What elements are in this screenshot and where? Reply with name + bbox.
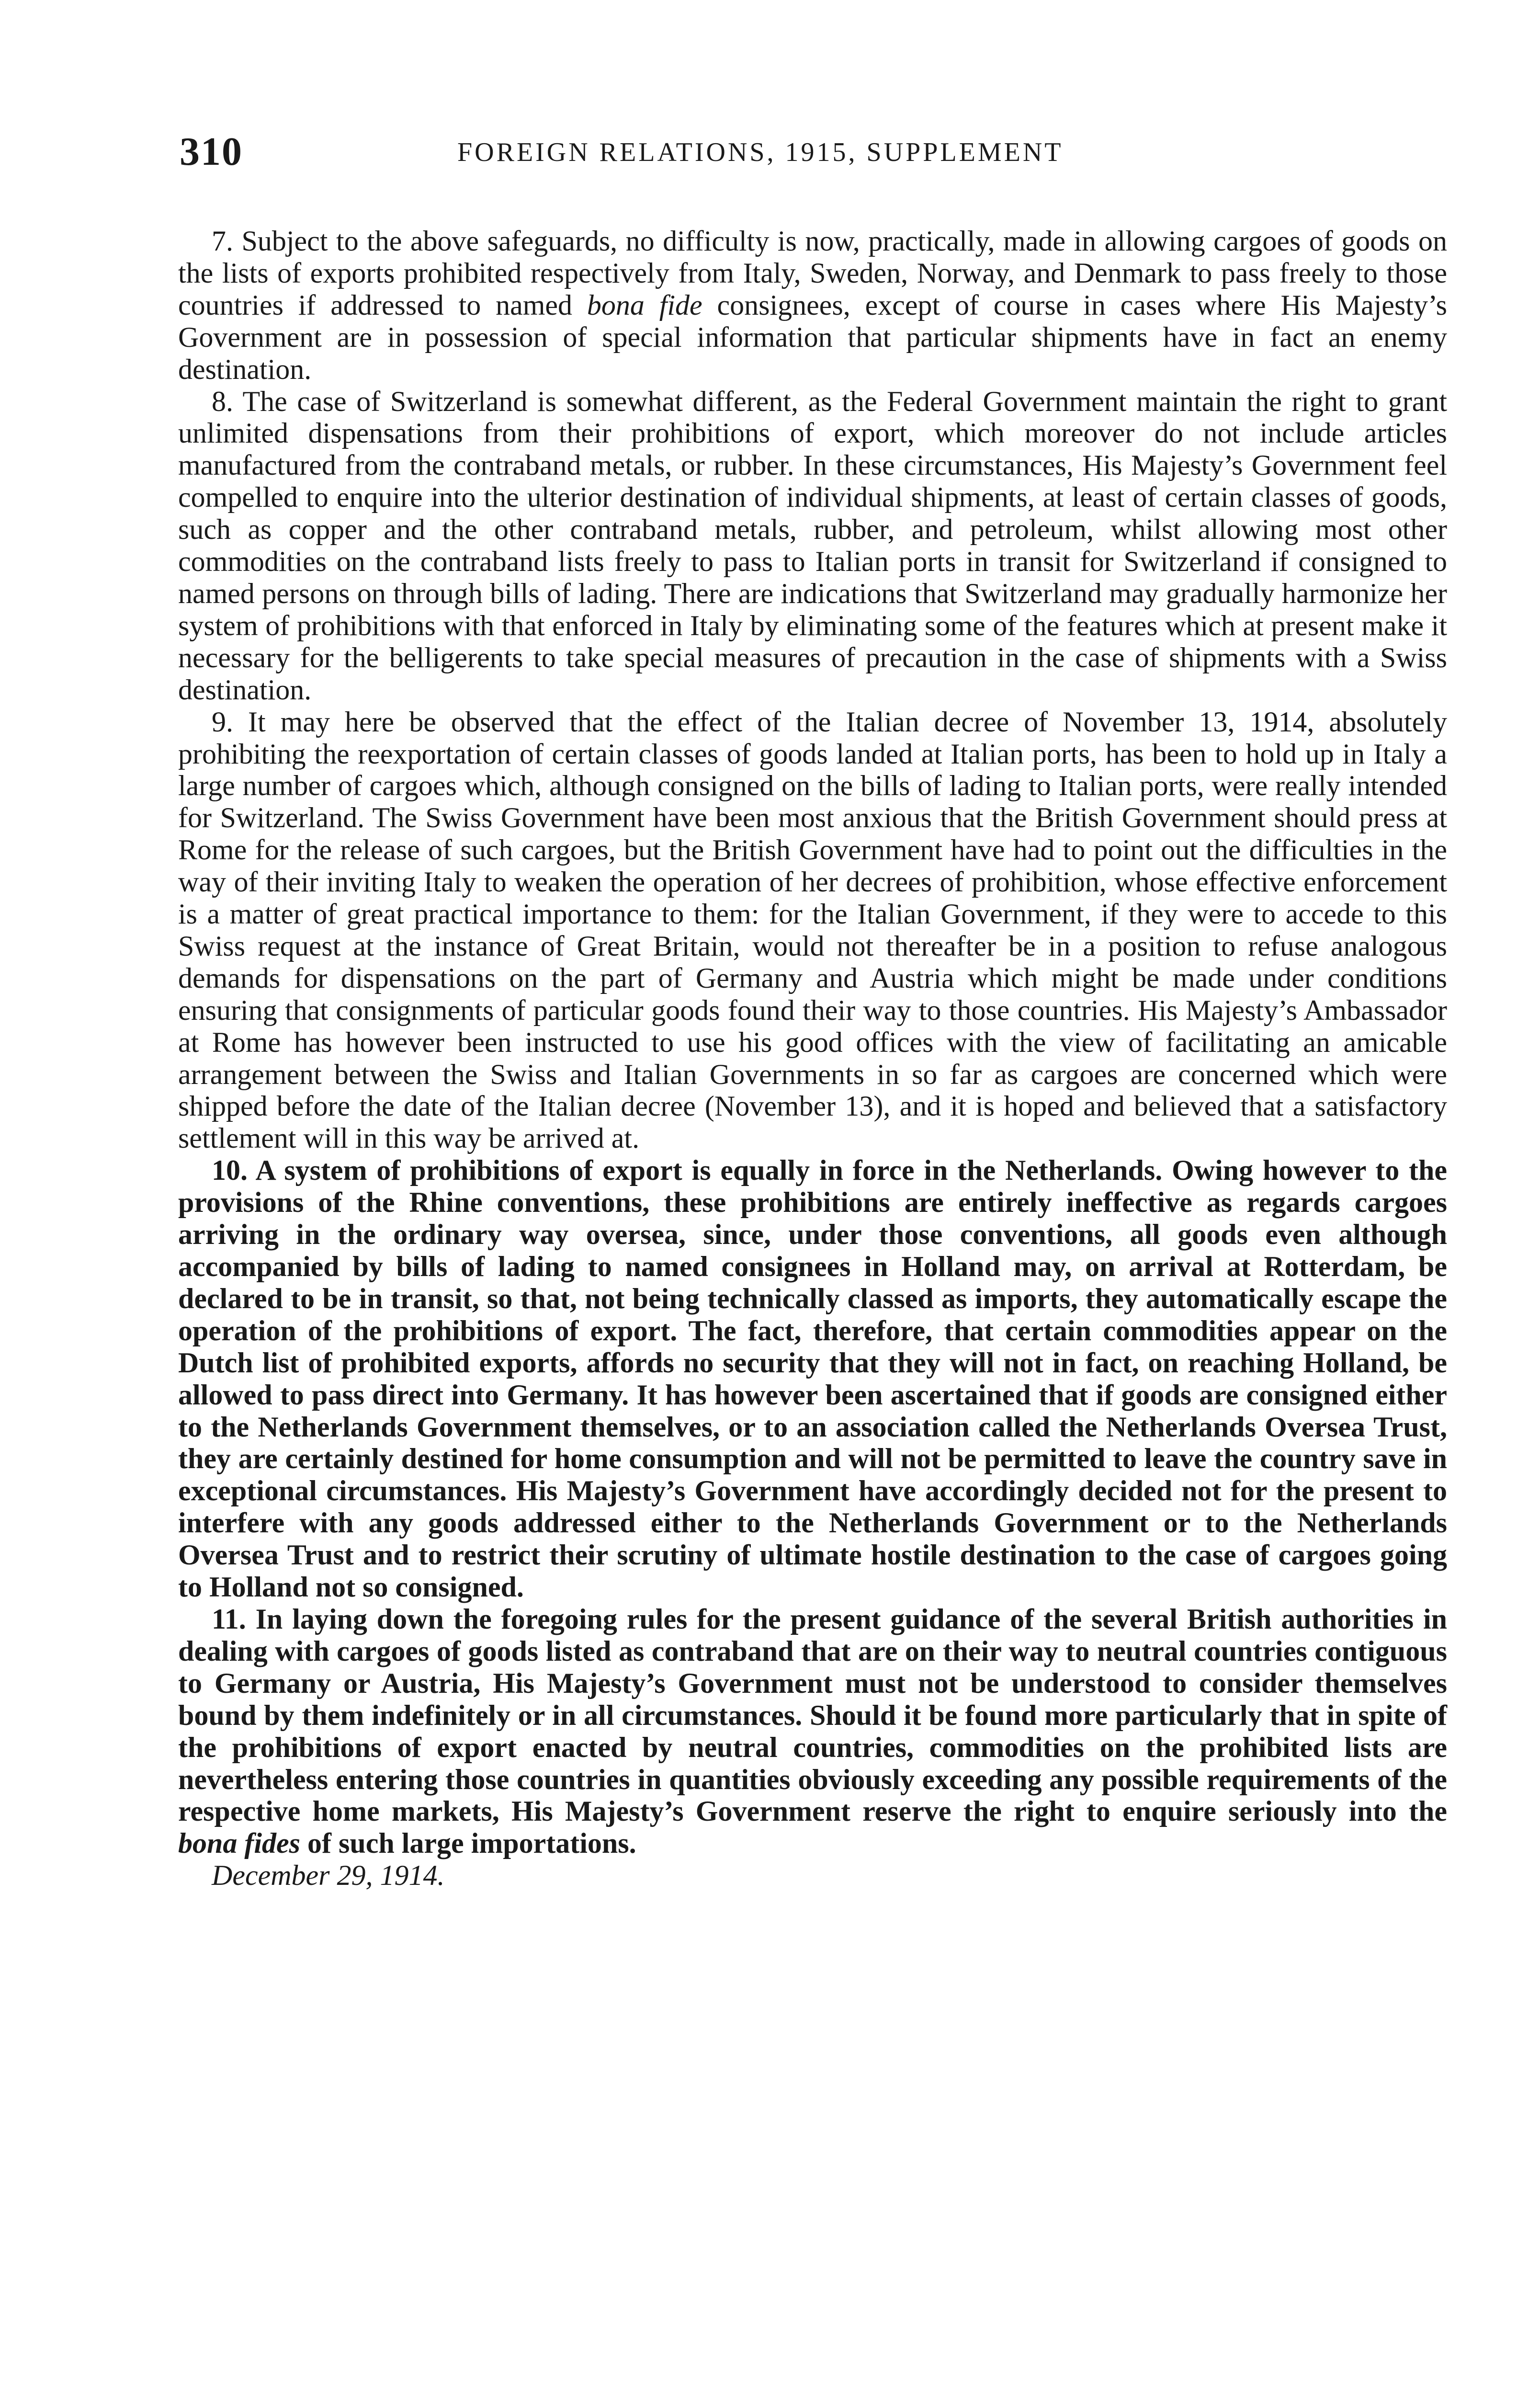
running-head: FOREIGN RELATIONS, 1915, SUPPLEMENT (457, 137, 1064, 167)
paragraph-8: 8. The case of Switzerland is somewhat different, as the Federal Government maintain the right to grant unlimited dispensations from their prohibitions of export, which moreover do not include articles manufactured from the contraband metals, or rubber. In these circumstances, His Majesty’s Government feel compelled to enquire into the ulterior destination of individual shipments, at least of certain classes of goods, such as copper and the other contraband metals, rubber, and petroleum, whilst allowing most other commodities on the contraband lists freely to pass to Italian ports in transit for Switzerland if consigned to named persons on through bills of lading. There are indications that Switzerland may gradually harmonize her system of prohibitions with that enforced in Italy by eliminating some of the features which at present make it necessary for the belligerents to take special measures of precaution in the case of shipments with a Swiss destination. (178, 385, 1447, 706)
paragraph-11 (178, 1603, 1447, 1859)
paragraph-11-italic: bona fides (178, 1827, 300, 1859)
closing-date: December 29, 1914. (212, 1859, 445, 1892)
paragraph-7-italic: bona fide (587, 289, 702, 321)
paragraph-7 (178, 225, 1447, 386)
paragraph-11-text-a: 11. In laying down the foregoing rules for the present guidance of the several British authorities in dealing with cargoes of goods listed as contraband that are on their way to neutral countries contiguous to Germany or Austria, His Majesty’s Government must not be understood to consider themselves bound by them indefinitely or in all circumstances. Should it be found more particularly that in spite of the prohibitions of export enacted by neutral countries, commodities on the prohibited lists are nevertheless entering those countries in quantities obviously exceeding any possible requirements of the respective home markets, His Majesty’s Government reserve the right to enquire seriously into the (178, 1603, 1447, 1827)
body-text (178, 225, 1447, 1892)
paragraph-9: 9. It may here be observed that the effect of the Italian decree of November 13, 1914, absolutely prohibiting the reexportation of certain classes of goods landed at Italian ports, has been to hold up in Italy a large number of cargoes which, although consigned on the bills of lading to Italian ports, were really intended for Switzerland. The Swiss Government have been most anxious that the British Government should press at Rome for the release of such cargoes, but the British Government have had to point out the difficulties in the way of their inviting Italy to weaken the operation of her decrees of prohibition, whose effective enforcement is a matter of great practical importance to them: for the Italian Government, if they were to accede to this Swiss request at the instance of Great Britain, would not thereafter be in a position to refuse analogous demands for dispensations on the part of Germany and Austria which might be made under conditions ensuring that consignments of particular goods found their way to those countries. His Majesty’s Ambassador at Rome has however been instructed to use his good offices with the view of facilitating an amicable arrangement between the Swiss and Italian Governments in so far as cargoes are concerned which were shipped before the date of the Italian decree (November 13), and it is hoped and believed that a satisfactory settlement will in this way be arrived at. (178, 706, 1447, 1154)
paragraph-7-text-a: 7. Subject to the above safeguards, no difficulty is now, practically, made in allowing cargoes of goods on the lists of exports prohibited respectively from Italy, Sweden, Norway, and Denmark to pass freely to those countries if addressed to named (178, 225, 1447, 321)
paragraph-11-text-b: of such large importations. (300, 1827, 636, 1859)
page-header (180, 128, 1441, 186)
paragraph-7-text-b: consignees, except of course in cases where His Majesty’s Government are in possession of special information that particular shipments have in fact an enemy destination. (178, 289, 1447, 385)
paragraph-10: 10. A system of prohibitions of export is equally in force in the Netherlands. Owing however to the provisions of the Rhine conventions, these prohibitions are entirely ineffective as regards cargoes arriving in the ordinary way oversea, since, under those conventions, all goods even although accompanied by bills of lading to named consignees in Holland may, on arrival at Rotterdam, be declared to be in transit, so that, not being technically classed as imports, they automatically escape the operation of the prohibitions of export. The fact, therefore, that certain commodities appear on the Dutch list of prohibited exports, affords no security that they will not in fact, on reaching Holland, be allowed to pass direct into Germany. It has however been ascertained that if goods are consigned either to the Netherlands Government themselves, or to an association called the Netherlands Oversea Trust, they are certainly destined for home consumption and will not be permitted to leave the country save in exceptional circumstances. His Majesty’s Government have accordingly decided not for the present to interfere with any goods addressed either to the Netherlands Government or to the Netherlands Oversea Trust and to restrict their scrutiny of ultimate hostile destination to the case of cargoes going to Holland not so consigned. (178, 1154, 1447, 1603)
page-number: 310 (180, 129, 243, 174)
